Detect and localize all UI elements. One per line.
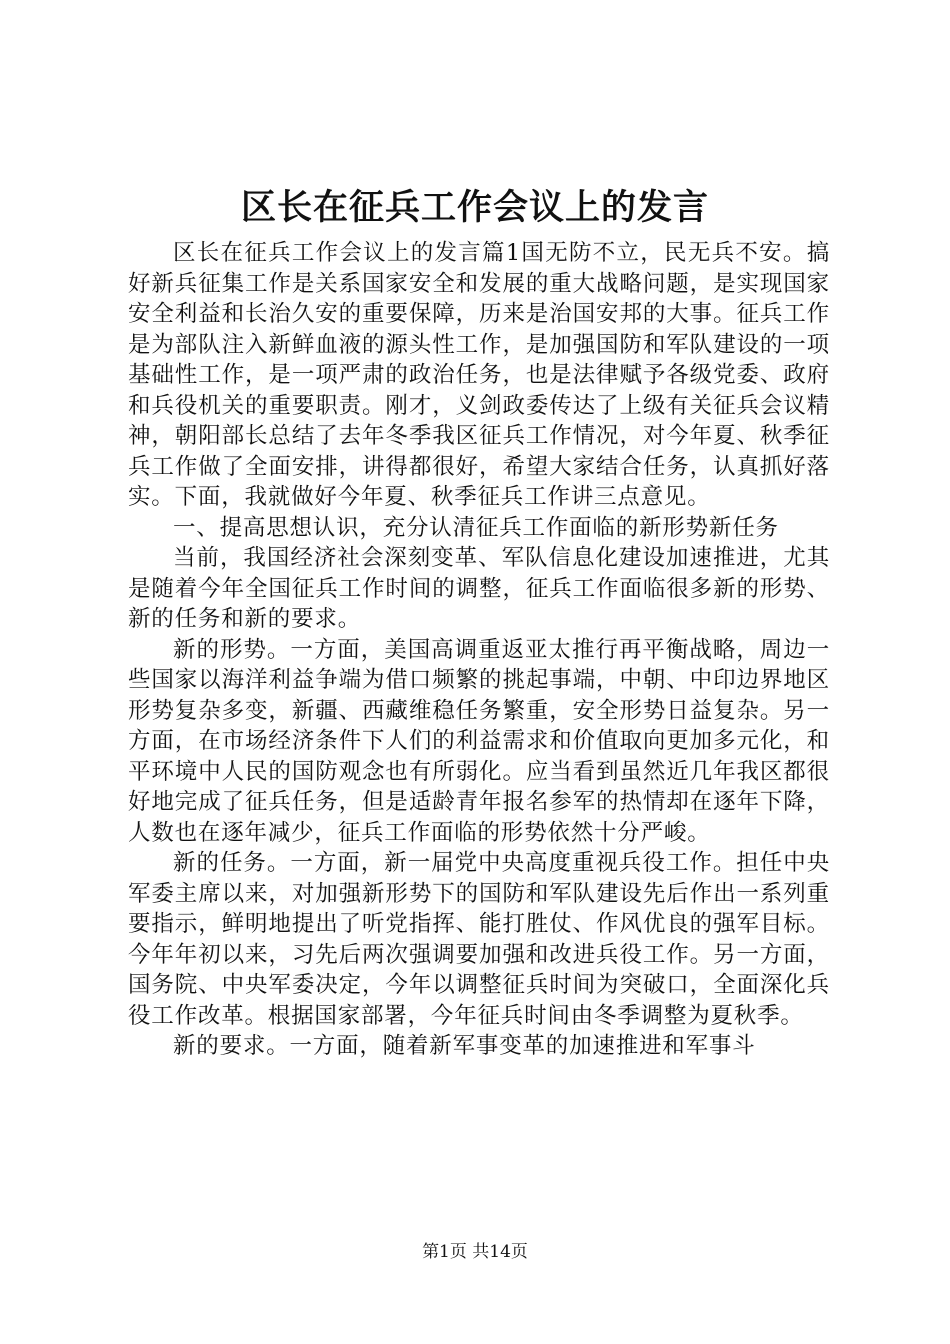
paragraph-new-requirements: 新的要求。一方面，随着新军事变革的加速推进和军事斗 bbox=[173, 1033, 756, 1059]
paragraph-new-tasks: 新的任务。一方面，新一届党中央高度重视兵役工作。担任中央军委主席以来，对加强新形势下的国防和军队建设先后作出一系列重要指示，鲜明地提出了听党指挥、能打胜仗、作风优良的强军目标。今年年初以来，习先后两次强调要加强和改进兵役工作。另一方面，国务院、中央军委决定，今年以调整征兵时间为突破口，全面深化兵役工作改革。根据国家部署，今年征兵时间由冬季调整为夏秋季。 bbox=[128, 850, 830, 1029]
paragraph-intro: 区长在征兵工作会议上的发言篇1国无防不立，民无兵不安。搞好新兵征集工作是关系国家安全和发展的重大战略问题，是实现国家安全利益和长治久安的重要保障，历来是治国安邦的大事。征兵工作是为部队注入新鲜血液的源头性工作，是加强国防和军队建设的一项基础性工作，是一项严肃的政治任务，也是法律赋予各级党委、政府和兵役机关的重要职责。刚才，义剑政委传达了上级有关征兵会议精神，朝阳部长总结了去年冬季我区征兵工作情况，对今年夏、秋季征兵工作做了全面安排，讲得都很好，希望大家结合任务，认真抓好落实。下面，我就做好今年夏、秋季征兵工作讲三点意见。 bbox=[128, 240, 830, 510]
page-footer bbox=[0, 1240, 950, 1264]
paragraph-current-situation: 当前，我国经济社会深刻变革、军队信息化建设加速推进，尤其是随着今年全国征兵工作时间的调整，征兵工作面临很多新的形势、新的任务和新的要求。 bbox=[128, 545, 830, 632]
paragraph-new-situation: 新的形势。一方面，美国高调重返亚太推行再平衡战略，周边一些国家以海洋利益争端为借口频繁的挑起事端，中朝、中印边界地区形势复杂多变，新疆、西藏维稳任务繁重，安全形势日益复杂。另一方面，在市场经济条件下人们的利益需求和价值取向更加多元化，和平环境中人民的国防观念也有所弱化。应当看到虽然近几年我区都很好地完成了征兵任务，但是适龄青年报名参军的热情却在逐年下降，人数也在逐年减少，征兵工作面临的形势依然十分严峻。 bbox=[128, 636, 830, 846]
document-title: 区长在征兵工作会议上的发言 bbox=[240, 187, 709, 228]
page-indicator: 第1页 共14页 bbox=[422, 1242, 528, 1262]
document-body bbox=[128, 238, 830, 1062]
section-heading-1: 一、提高思想认识，充分认清征兵工作面临的新形势新任务 bbox=[173, 514, 779, 541]
